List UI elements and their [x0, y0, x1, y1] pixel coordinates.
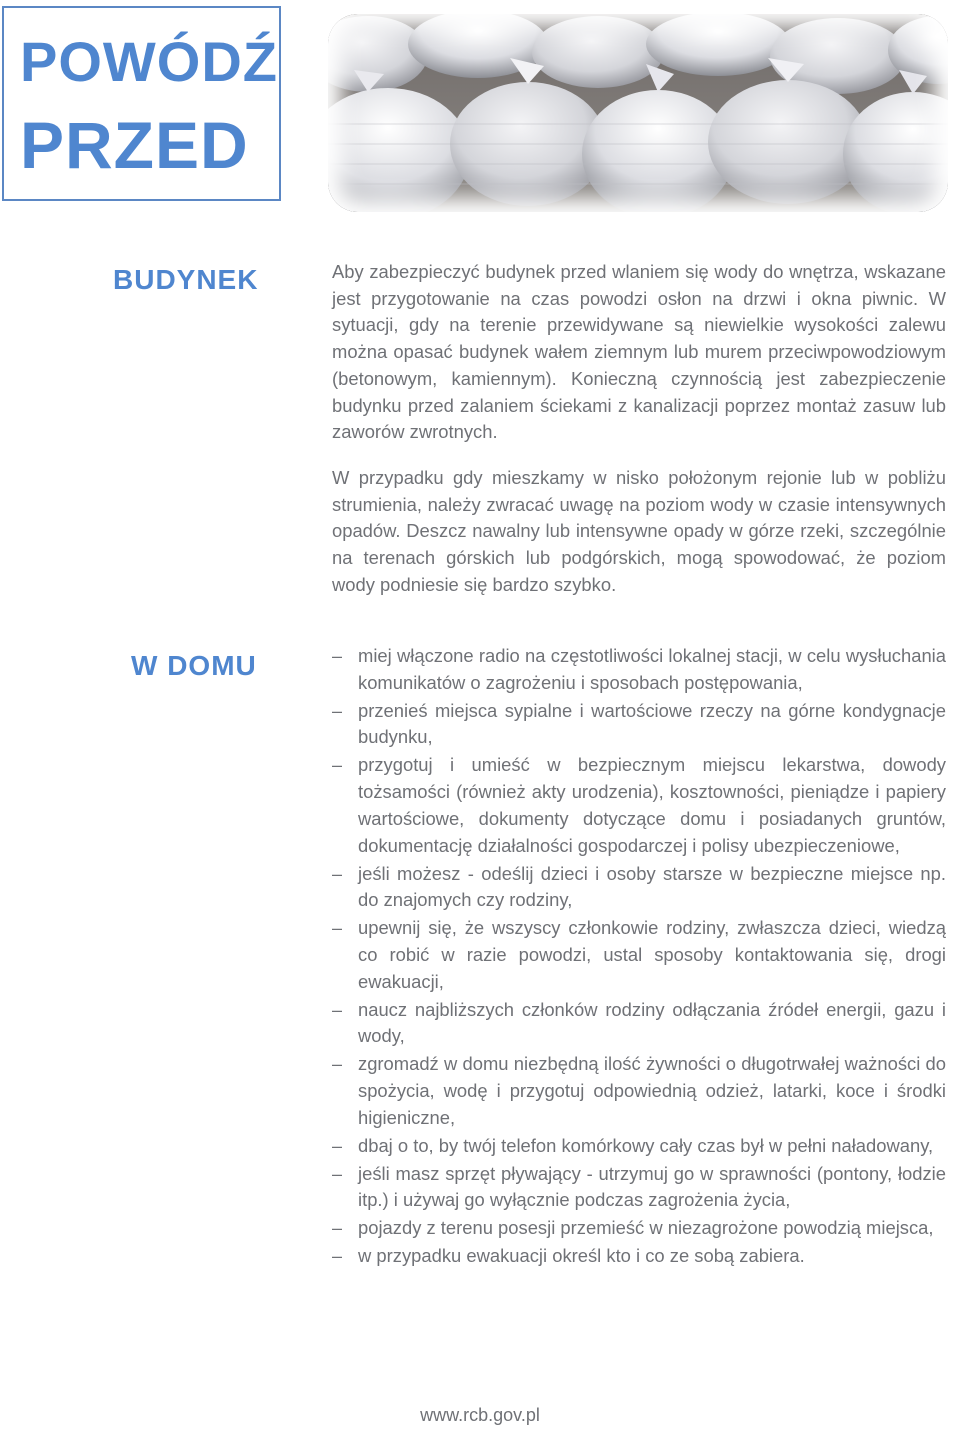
- list-item-text: przenieś miejsca sypialne i wartościowe rzeczy na górne kondygnacje budynku,: [358, 699, 946, 748]
- title-line-1: POWÓDŹ: [20, 30, 278, 93]
- section-label-w-domu: W DOMU: [131, 650, 257, 681]
- dash-bullet-icon: –: [332, 918, 343, 939]
- list-item: [332, 997, 946, 1050]
- sandbags-photo: [328, 14, 948, 212]
- list-item-text: w przypadku ewakuacji określ kto i co ze sobą zabiera.: [358, 1245, 805, 1267]
- list-item: [332, 698, 946, 751]
- list-item-text: przygotuj i umieść w bezpiecznym miejscu lekarstwa, dowody tożsamości (również akty urodzenia), kosztowności, pieniądze i papiery wartościowe, dokumenty dotyczące domu i posiadanych gruntów, dokumentację działalności gospodarczej i polisy ubezpieczeniowe,: [358, 754, 946, 856]
- list-item-text: miej włączone radio na częstotliwości lokalnej stacji, w celu wysłuchania komunikatów o zagrożeniu i sposobach postępowania,: [358, 645, 946, 693]
- dash-bullet-icon: –: [332, 755, 343, 776]
- w-domu-list: [332, 643, 946, 1271]
- dash-bullet-icon: –: [332, 999, 343, 1020]
- list-item-text: jeśli możesz - odeślij dzieci i osoby starsze w bezpieczne miejsce np. do znajomych czy rodziny,: [358, 862, 946, 911]
- list-item: [332, 752, 946, 859]
- dash-bullet-icon: –: [332, 1246, 343, 1267]
- list-item-text: naucz najbliższych członków rodziny odłączania źródeł energii, gazu i wody,: [358, 998, 946, 1047]
- title-box: [2, 6, 281, 201]
- list-item: [332, 861, 946, 914]
- list-item-text: dbaj o to, by twój telefon komórkowy cały czas był w pełni naładowany,: [358, 1134, 934, 1156]
- budynek-paragraph-1: Aby zabezpieczyć budynek przed wlaniem się wody do wnętrza, wskazane jest przygotowanie na czas powodzi osłon na drzwi i okna piwnic. W sytuacji, gdy na terenie przewidywane są niewielkie wysokości zalewu można opasać budynek wałem ziemnym lub murem przeciwpowodziowym (betonowym, kamiennym). Konieczną czynnością jest zabezpieczenie budynku przed zalaniem ściekami z kanalizacji poprzez montaż zasuw lub zaworów zwrotnych.: [332, 261, 946, 443]
- list-item: [332, 1051, 946, 1131]
- list-item-text: upewnij się, że wszyscy członkowie rodziny, zwłaszcza dzieci, wiedzą co robić w razie powodzi, ustal sposoby kontaktowania się, drogi ewakuacji,: [358, 917, 946, 992]
- list-item-text: zgromadź w domu niezbędną ilość żywności o długotrwałej ważności do spożycia, wodę i przygotuj odpowiednią odzież, latarki, koce i środki higieniczne,: [358, 1053, 946, 1128]
- dash-bullet-icon: –: [332, 646, 343, 666]
- dash-bullet-icon: –: [332, 700, 343, 721]
- dash-bullet-icon: –: [332, 1135, 343, 1156]
- list-item: [332, 915, 946, 995]
- dash-bullet-icon: –: [332, 1163, 343, 1184]
- list-item: [332, 1243, 946, 1270]
- list-item: [332, 1161, 946, 1214]
- list-item: [332, 643, 946, 696]
- list-item-text: jeśli masz sprzęt pływający - utrzymuj go w sprawności (pontony, łodzie itp.) i używaj go wyłącznie podczas zagrożenia życia,: [358, 1162, 946, 1211]
- list-item-text: pojazdy z terenu posesji przemieść w niezagrożone powodzią miejsca,: [358, 1217, 934, 1239]
- dash-bullet-icon: –: [332, 1054, 343, 1075]
- list-item: [332, 1215, 946, 1242]
- dash-bullet-icon: –: [332, 1218, 343, 1239]
- title-line-2: PRZED: [20, 108, 249, 182]
- dash-bullet-icon: –: [332, 863, 343, 884]
- section-label-budynek: BUDYNEK: [113, 264, 259, 295]
- budynek-paragraph-2: W przypadku gdy mieszkamy w nisko położonym rejonie lub w pobliżu strumienia, należy zwracać uwagę na poziom wody w czasie intensywnych opadów. Deszcz nawalny lub intensywne opady w górze rzeki, szczególnie na terenach górskich lub podgórskich, mogą spowodować, że poziom wody podniesie się bardzo szybko.: [332, 467, 946, 595]
- list-item: [332, 1133, 946, 1160]
- footer-url[interactable]: www.rcb.gov.pl: [420, 1405, 540, 1425]
